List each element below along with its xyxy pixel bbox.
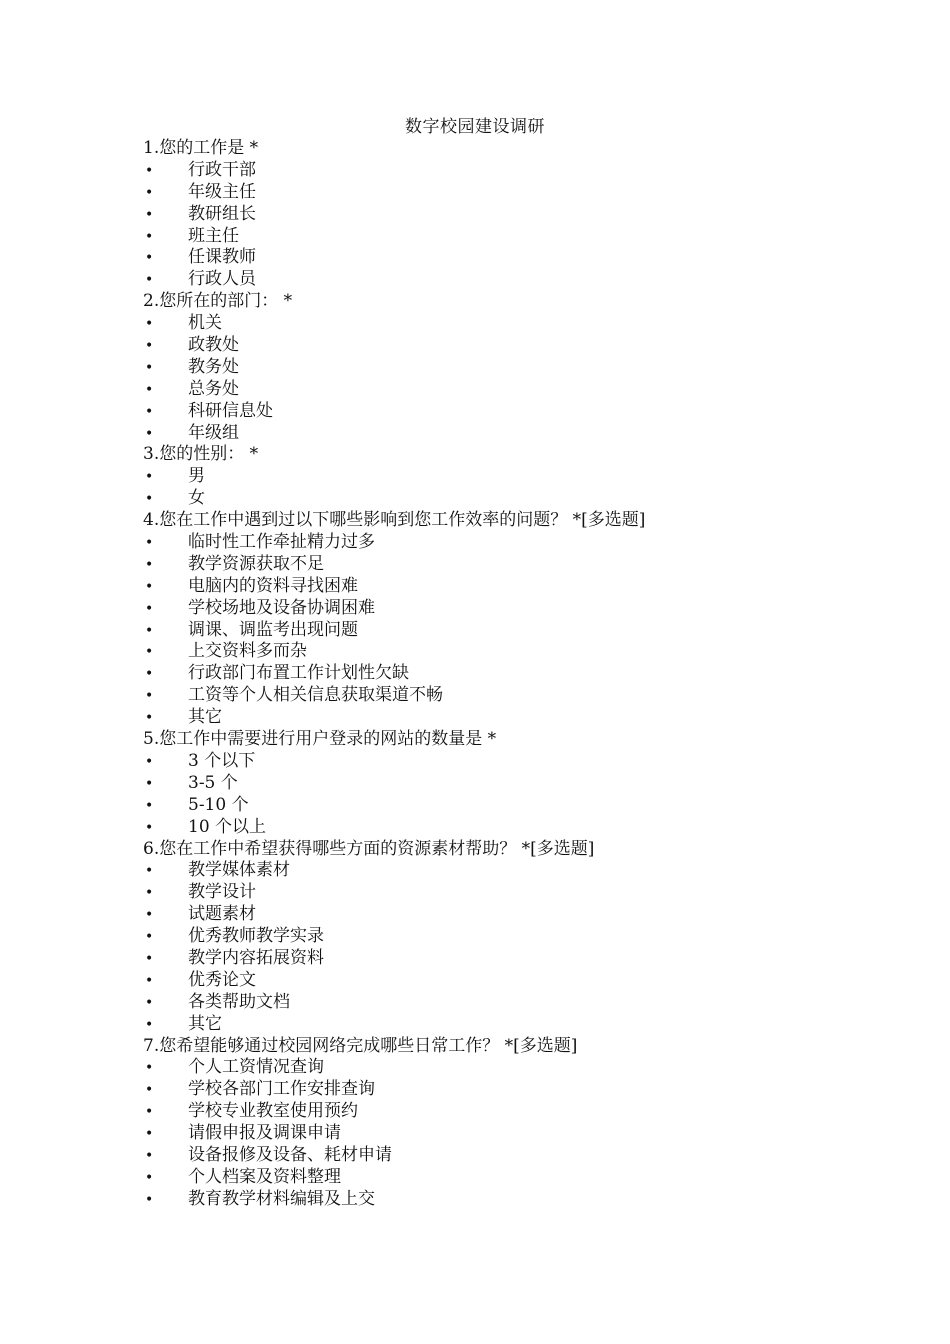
option-label: 个人工资情况查询: [188, 1057, 324, 1078]
bullet-icon: •: [145, 578, 154, 595]
option-label: 科研信息处: [188, 400, 273, 421]
bullet-icon: •: [145, 1016, 154, 1033]
bullet-icon: •: [145, 622, 154, 639]
option-item: [143, 970, 903, 992]
bullet-icon: •: [145, 907, 154, 924]
option-label: 3-5 个: [188, 772, 238, 793]
question-7: [143, 1036, 903, 1211]
option-item: [143, 1189, 903, 1211]
option-label: 教学设计: [188, 882, 256, 903]
option-label: 机关: [188, 313, 222, 334]
option-item: [143, 641, 903, 663]
option-item: [143, 598, 903, 620]
question-4: [143, 510, 903, 729]
option-label: 各类帮助文档: [188, 991, 290, 1012]
option-item: [143, 357, 903, 379]
question-label: 4.您在工作中遇到过以下哪些影响到您工作效率的问题？ *[多选题]: [143, 510, 646, 531]
bullet-icon: •: [145, 1191, 154, 1208]
question-label: 2.您所在的部门： *: [143, 291, 293, 312]
bullet-icon: •: [145, 1104, 154, 1121]
bullet-icon: •: [145, 1082, 154, 1099]
option-label: 班主任: [188, 225, 239, 246]
option-label: 行政部门布置工作计划性欠缺: [188, 663, 409, 684]
option-label: 学校各部门工作安排查询: [188, 1079, 375, 1100]
option-label: 年级组: [188, 422, 239, 443]
option-label: 教研组长: [188, 203, 256, 224]
bullet-icon: •: [145, 819, 154, 836]
option-item: [143, 948, 903, 970]
option-list: [143, 532, 903, 729]
option-label: 工资等个人相关信息获取渠道不畅: [188, 685, 443, 706]
bullet-icon: •: [145, 228, 154, 245]
option-label: 优秀论文: [188, 969, 256, 990]
option-label: 个人档案及资料整理: [188, 1166, 341, 1187]
option-item: [143, 685, 903, 707]
bullet-icon: •: [145, 162, 154, 179]
bullet-icon: •: [145, 1126, 154, 1143]
option-label: 女: [188, 488, 205, 509]
bullet-icon: •: [145, 972, 154, 989]
option-label: 学校场地及设备协调困难: [188, 597, 375, 618]
option-item: [143, 1014, 903, 1036]
bullet-icon: •: [145, 316, 154, 333]
option-label: 教务处: [188, 356, 239, 377]
option-item: [143, 182, 903, 204]
bullet-icon: •: [145, 666, 154, 683]
bullet-icon: •: [145, 359, 154, 376]
option-label: 其它: [188, 707, 222, 728]
question-6: [143, 839, 903, 1036]
question-3: [143, 444, 903, 510]
option-item: [143, 576, 903, 598]
option-label: 调课、调监考出现问题: [188, 619, 358, 640]
bullet-icon: •: [145, 885, 154, 902]
bullet-icon: •: [145, 535, 154, 552]
bullet-icon: •: [145, 1147, 154, 1164]
bullet-icon: •: [145, 644, 154, 661]
option-label: 10 个以上: [188, 816, 267, 837]
option-item: [143, 204, 903, 226]
question-label: 7.您希望能够通过校园网络完成哪些日常工作？ *[多选题]: [143, 1035, 578, 1056]
question-list: [143, 138, 903, 1211]
option-item: [143, 1057, 903, 1079]
option-label: 任课教师: [188, 247, 256, 268]
option-label: 上交资料多而杂: [188, 641, 307, 662]
bullet-icon: •: [145, 863, 154, 880]
option-label: 行政人员: [188, 269, 256, 290]
bullet-icon: •: [145, 950, 154, 967]
question-1: [143, 138, 903, 291]
bullet-icon: •: [145, 1060, 154, 1077]
option-label: 3 个以下: [188, 750, 256, 771]
bullet-icon: •: [145, 929, 154, 946]
option-label: 教学媒体素材: [188, 860, 290, 881]
option-label: 行政干部: [188, 159, 256, 180]
option-label: 试题素材: [188, 904, 256, 925]
option-label: 教学内容拓展资料: [188, 947, 324, 968]
bullet-icon: •: [145, 272, 154, 289]
option-item: [143, 488, 903, 510]
option-item: [143, 466, 903, 488]
option-label: 政教处: [188, 335, 239, 356]
option-item: [143, 1167, 903, 1189]
bullet-icon: •: [145, 403, 154, 420]
bullet-icon: •: [145, 994, 154, 1011]
option-item: [143, 773, 903, 795]
option-item: [143, 1145, 903, 1167]
option-item: [143, 795, 903, 817]
option-item: [143, 401, 903, 423]
option-label: 教育教学材料编辑及上交: [188, 1188, 375, 1209]
bullet-icon: •: [145, 775, 154, 792]
option-label: 优秀教师教学实录: [188, 926, 324, 947]
option-list: [143, 466, 903, 510]
option-item: [143, 160, 903, 182]
option-item: [143, 620, 903, 642]
option-item: [143, 860, 903, 882]
question-label: 5.您工作中需要进行用户登录的网站的数量是 *: [143, 729, 497, 750]
option-item: [143, 926, 903, 948]
option-list: [143, 1057, 903, 1210]
question-5: [143, 729, 903, 838]
option-label: 年级主任: [188, 181, 256, 202]
bullet-icon: •: [145, 710, 154, 727]
option-item: [143, 269, 903, 291]
option-item: [143, 423, 903, 445]
option-label: 学校专业教室使用预约: [188, 1101, 358, 1122]
option-item: [143, 992, 903, 1014]
option-item: [143, 554, 903, 576]
option-label: 总务处: [188, 378, 239, 399]
option-item: [143, 532, 903, 554]
option-item: [143, 751, 903, 773]
option-item: [143, 663, 903, 685]
bullet-icon: •: [145, 556, 154, 573]
option-item: [143, 707, 903, 729]
option-label: 男: [188, 466, 205, 487]
option-item: [143, 1079, 903, 1101]
option-label: 5-10 个: [188, 794, 249, 815]
option-label: 电脑内的资料寻找困难: [188, 575, 358, 596]
option-label: 教学资源获取不足: [188, 553, 324, 574]
option-list: [143, 160, 903, 291]
option-list: [143, 751, 903, 839]
bullet-icon: •: [145, 797, 154, 814]
bullet-icon: •: [145, 469, 154, 486]
bullet-icon: •: [145, 753, 154, 770]
question-label: 6.您在工作中希望获得哪些方面的资源素材帮助？ *[多选题]: [143, 838, 595, 859]
question-label: 1.您的工作是 *: [143, 138, 259, 158]
bullet-icon: •: [145, 184, 154, 201]
option-label: 设备报修及设备、耗材申请: [188, 1144, 392, 1165]
option-item: [143, 1101, 903, 1123]
option-label: 其它: [188, 1013, 222, 1034]
option-item: [143, 882, 903, 904]
document-title: 数字校园建设调研: [405, 117, 545, 137]
bullet-icon: •: [145, 425, 154, 442]
option-label: 请假申报及调课申请: [188, 1123, 341, 1144]
option-item: [143, 379, 903, 401]
option-item: [143, 1123, 903, 1145]
option-item: [143, 904, 903, 926]
option-item: [143, 335, 903, 357]
bullet-icon: •: [145, 688, 154, 705]
bullet-icon: •: [145, 600, 154, 617]
question-label: 3.您的性别： *: [143, 444, 259, 465]
bullet-icon: •: [145, 381, 154, 398]
option-item: [143, 817, 903, 839]
question-2: [143, 291, 903, 444]
bullet-icon: •: [145, 491, 154, 508]
bullet-icon: •: [145, 250, 154, 267]
bullet-icon: •: [145, 1169, 154, 1186]
option-item: [143, 226, 903, 248]
bullet-icon: •: [145, 206, 154, 223]
bullet-icon: •: [145, 338, 154, 355]
option-item: [143, 247, 903, 269]
option-list: [143, 860, 903, 1035]
option-item: [143, 313, 903, 335]
option-label: 临时性工作牵扯精力过多: [188, 532, 375, 553]
option-list: [143, 313, 903, 444]
